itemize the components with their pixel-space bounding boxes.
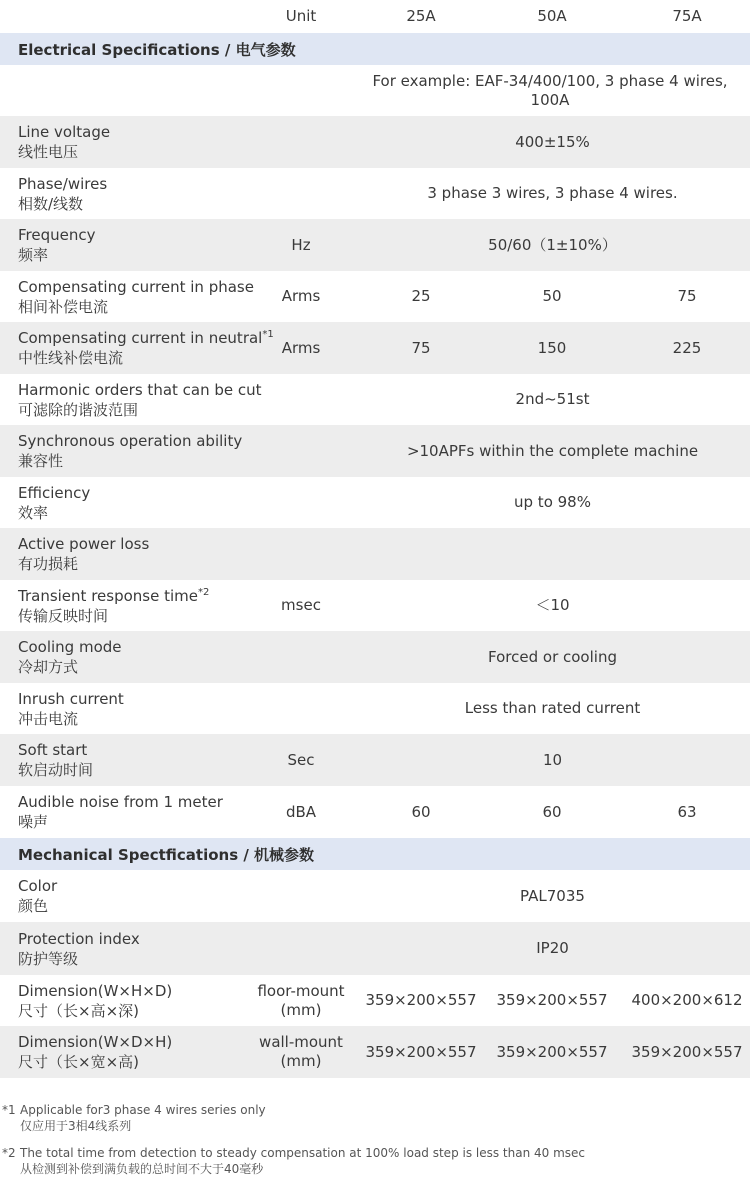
row-value: IP20 [536, 939, 569, 957]
row-unit: wall-mount (mm) [259, 1033, 343, 1070]
row-label-zh: 相数/线数 [18, 194, 84, 213]
row-label-zh: 相间补偿电流 [18, 297, 109, 316]
row-label-en: Inrush current [18, 689, 124, 708]
header-50a: 50A [537, 7, 567, 25]
row-label-zh: 效率 [18, 503, 49, 522]
row-label-zh: 防护等级 [18, 949, 79, 968]
row-label-zh: 冷却方式 [18, 658, 79, 676]
example-text: For example: EAF-34/400/100, 3 phase 4 wires, 100A [372, 71, 728, 109]
row-value: 50/60（1±10%） [488, 235, 617, 254]
row-label-zh: 线性电压 [18, 143, 79, 161]
row-label-zh: 中性线补偿电流 [18, 349, 124, 367]
row-value-75a: 63 [677, 802, 697, 821]
row-label-en: Harmonic orders that can be cut [18, 380, 262, 399]
section-title-mechanical: Mechanical Spectfications / 机械参数 [18, 845, 315, 864]
row-label-zh: 颜色 [18, 897, 49, 915]
row-label-en: Cooling mode [18, 638, 122, 656]
section-mechanical [0, 838, 750, 870]
table-row [0, 477, 750, 528]
example-row [0, 65, 750, 116]
row-value: 10 [542, 750, 563, 769]
row-value-50a: 60 [542, 802, 562, 821]
table-row [0, 870, 750, 922]
row-value-25a: 75 [411, 338, 431, 357]
footnote-mark: *1 [2, 1103, 16, 1117]
footnote-mark: *2 [2, 1146, 16, 1160]
row-unit: dBA [285, 802, 317, 821]
table-row [0, 425, 750, 477]
row-value-50a: 150 [537, 338, 567, 357]
row-label-zh: 噪声 [18, 813, 49, 831]
row-value-25a: 359×200×557 [365, 1042, 477, 1061]
row-label-en: Color [18, 877, 58, 895]
row-value: ＜10 [535, 596, 570, 614]
row-label-zh: 传输反映时间 [18, 606, 109, 625]
table-row [0, 374, 750, 425]
row-value-25a: 359×200×557 [365, 991, 477, 1009]
row-label-en: Frequency [18, 226, 96, 244]
row-value: 400±15% [515, 132, 590, 151]
footnote-1 [0, 1102, 750, 1136]
header-unit: Unit [285, 7, 317, 25]
row-value-75a: 400×200×612 [631, 991, 743, 1009]
row-label-zh: 软启动时间 [18, 761, 94, 779]
row-value-75a: 75 [677, 287, 697, 305]
table-row [0, 922, 750, 975]
table-row [0, 683, 750, 734]
row-value-50a: 50 [542, 287, 562, 305]
row-unit: msec [281, 596, 321, 614]
row-value: PAL7035 [520, 886, 585, 905]
section-title-electrical: Electrical Specifications / 电气参数 [18, 40, 296, 59]
footnote-ref: *1 [262, 329, 274, 340]
row-unit: floor-mount (mm) [257, 981, 345, 1019]
row-label-en: Transient response time$^{*2}$ [18, 586, 210, 605]
table-row [0, 528, 750, 580]
row-value-75a: 359×200×557 [631, 1042, 743, 1061]
row-value: Less than rated current [464, 699, 641, 717]
row-label-en: Efficiency [18, 483, 91, 502]
table-row [0, 631, 750, 683]
row-value: 2nd~51st [515, 390, 590, 408]
row-value-50a: 359×200×557 [496, 991, 608, 1009]
row-value-25a: 60 [411, 802, 431, 821]
row-value: up to 98% [514, 493, 591, 511]
row-unit: Arms [281, 338, 321, 357]
row-unit: Sec [287, 750, 315, 769]
row-label-zh: 尺寸（长×宽×高) [18, 1053, 139, 1071]
row-value: >10APFs within the complete machine [406, 441, 699, 460]
table-row [0, 168, 750, 219]
row-value: Forced or cooling [488, 647, 617, 666]
table-row [0, 322, 750, 374]
table-row [0, 271, 750, 322]
row-label-en: Synchronous operation ability [18, 432, 243, 450]
row-label-en: Audible noise from 1 meter [18, 793, 223, 811]
row-value-75a: 225 [672, 338, 702, 357]
table-row [0, 580, 750, 631]
row-value-25a: 25 [411, 287, 431, 305]
table-row [0, 786, 750, 838]
row-label-zh: 冲击电流 [18, 709, 79, 728]
row-label-zh: 有功损耗 [18, 555, 79, 573]
row-label-zh: 尺寸（长×高×深) [18, 1001, 139, 1020]
row-label-en: Dimension(W×D×H) [18, 1033, 173, 1051]
row-label-en: Protection index [18, 929, 140, 948]
row-label-zh: 兼容性 [18, 452, 64, 470]
footnote-text-en: Applicable for3 phase 4 wires series only [20, 1103, 266, 1117]
table-row [0, 219, 750, 271]
row-label-zh: 频率 [18, 246, 49, 264]
footnote-2 [0, 1145, 750, 1179]
section-electrical [0, 33, 750, 65]
row-unit: Hz [291, 235, 311, 254]
table-row [0, 975, 750, 1026]
table-row [0, 1026, 750, 1078]
row-label-en: Line voltage [18, 123, 111, 141]
table-row [0, 116, 750, 168]
footnote-text-zh: 仅应用于3相4线系列 [20, 1119, 132, 1133]
footnote-text-en: The total time from detection to steady compensation at 100% load step is less than 40 msec [20, 1146, 586, 1160]
row-value-50a: 359×200×557 [496, 1042, 608, 1061]
row-unit: Arms [281, 287, 321, 305]
header-75a: 75A [672, 7, 702, 25]
row-label-zh: 可滤除的谐波范围 [18, 400, 139, 419]
row-label-en: Compensating current in phase [18, 277, 254, 296]
header-row [0, 0, 750, 33]
footnote-text-zh: 从检测到补偿到满负载的总时间不大于40毫秒 [20, 1162, 264, 1176]
row-label-en: Compensating current in neutral$^{*1}$ [18, 329, 274, 347]
footnote-ref: *2 [197, 586, 210, 598]
row-label-en: Active power loss [18, 535, 150, 553]
row-value: 3 phase 3 wires, 3 phase 4 wires. [427, 184, 678, 202]
header-25a: 25A [406, 7, 436, 25]
row-label-en: Phase/wires [18, 174, 108, 193]
table-row [0, 734, 750, 786]
row-label-en: Dimension(W×H×D) [18, 981, 173, 1000]
row-label-en: Soft start [18, 741, 88, 759]
